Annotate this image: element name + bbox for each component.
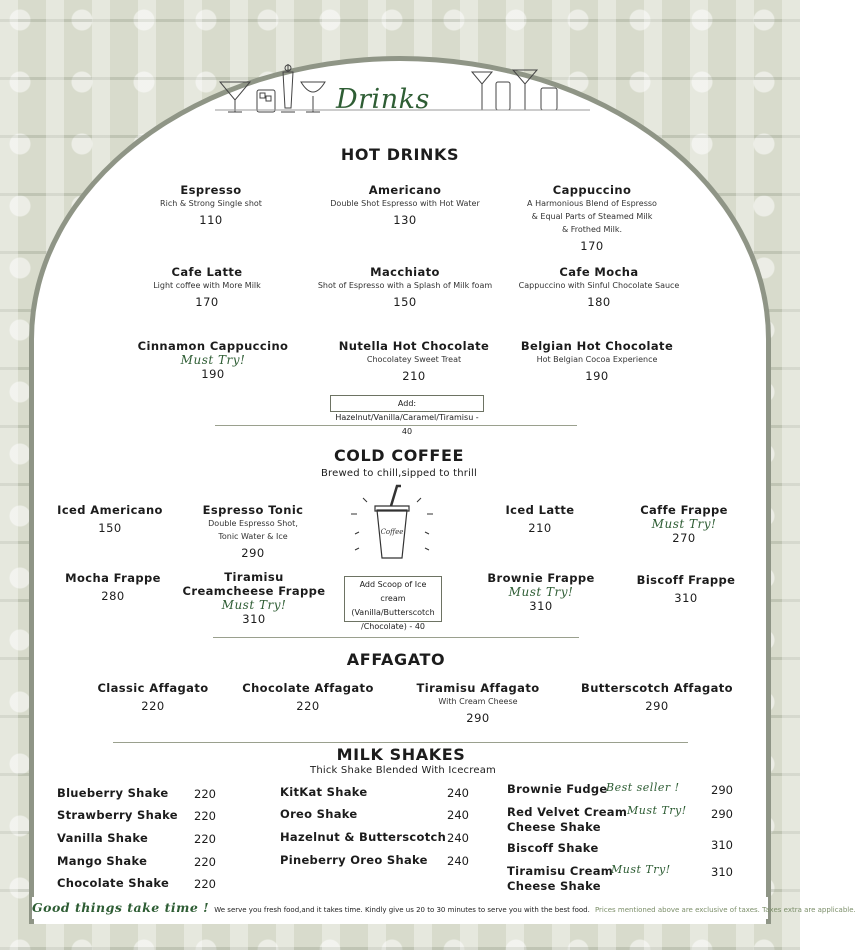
menu-item-brownie-frappe: Brownie Frappe Must Try! 310: [487, 571, 595, 613]
menu-item-cinnamon-cappuccino: Cinnamon Cappuccino Must Try! 190: [137, 339, 289, 381]
shake-chocolate: Chocolate Shake: [57, 876, 170, 890]
menu-item-espresso-tonic: Espresso Tonic Double Espresso Shot, Tonic Water & Ice 290: [202, 503, 304, 560]
iced-coffee-cup-icon: [345, 484, 439, 564]
divider: [113, 742, 688, 743]
footer-text: We serve you fresh food,and it takes time. Kindly give us 20 to 30 minutes to serve you with the best food.: [214, 906, 590, 914]
shake-brownie-fudge: Brownie Fudge: [507, 782, 608, 796]
milk-shakes-heading: MILK SHAKES: [336, 745, 466, 764]
cup-label: Coffee: [380, 528, 404, 536]
shake-strawberry: Strawberry Shake: [57, 808, 178, 822]
shake-kitkat: KitKat Shake: [280, 785, 368, 799]
must-try-tag: Must Try!: [651, 517, 717, 531]
shake-hazelnut-butterscotch-price: 240: [447, 831, 469, 845]
shake-tiramisu-cream-cheese: Tiramisu Cream Cheese Shake: [507, 864, 614, 893]
must-try-tag: Must Try!: [627, 804, 687, 817]
menu-item-tiramisu-affagato: Tiramisu Affagato With Cream Cheese 290: [416, 681, 540, 725]
cold-coffee-addon-box: Add Scoop of Ice cream (Vanilla/Butterscotch /Chocolate) - 40: [344, 576, 442, 622]
menu-item-cafe-latte: Cafe Latte Light coffee with More Milk 170: [153, 265, 261, 309]
menu-item-classic-affagato: Classic Affagato 220: [97, 681, 209, 713]
drinks-title: Drinks: [336, 84, 430, 115]
menu-item-tiramisu-creamcheese-frappe: Tiramisu Creamcheese Frappe Must Try! 310: [182, 570, 326, 626]
shake-pineberry-oreo: Pineberry Oreo Shake: [280, 853, 428, 867]
shake-vanilla: Vanilla Shake: [57, 831, 149, 845]
menu-item-belgian-hot-chocolate: Belgian Hot Chocolate Hot Belgian Cocoa Experience 190: [520, 339, 674, 383]
best-seller-tag: Best seller !: [606, 781, 680, 794]
menu-item-americano: Americano Double Shot Espresso with Hot Water 130: [330, 183, 480, 227]
divider: [213, 637, 579, 638]
shake-blueberry: Blueberry Shake: [57, 786, 169, 800]
must-try-tag: Must Try!: [221, 598, 287, 612]
shake-kitkat-price: 240: [447, 786, 469, 800]
shake-oreo: Oreo Shake: [280, 807, 358, 821]
footer-script: Good things take time !: [32, 900, 210, 915]
menu-item-caffe-frappe: Caffe Frappe Must Try! 270: [640, 503, 728, 545]
menu-item-iced-latte: Iced Latte 210: [505, 503, 575, 535]
shake-vanilla-price: 220: [194, 832, 216, 846]
shake-red-velvet-cream-cheese: Red Velvet Cream Cheese Shake: [507, 805, 628, 834]
shake-oreo-price: 240: [447, 808, 469, 822]
shake-strawberry-price: 220: [194, 809, 216, 823]
must-try-tag: Must Try!: [508, 585, 574, 599]
shake-tiramisu-price: 310: [711, 865, 733, 879]
must-try-tag: Must Try!: [611, 863, 671, 876]
menu-item-espresso: Espresso Rich & Strong Single shot 110: [160, 183, 262, 227]
shake-pineberry-oreo-price: 240: [447, 854, 469, 868]
shake-biscoff-price: 310: [711, 838, 733, 852]
hot-drinks-heading: HOT DRINKS: [340, 145, 460, 164]
menu-item-macchiato: Macchiato Shot of Espresso with a Splash of Milk foam 150: [317, 265, 493, 309]
shake-red-velvet-price: 290: [711, 807, 733, 821]
shake-biscoff: Biscoff Shake: [507, 841, 599, 855]
divider: [215, 425, 577, 426]
cold-coffee-heading: COLD COFFEE: [333, 446, 465, 465]
menu-item-chocolate-affagato: Chocolate Affagato 220: [242, 681, 374, 713]
cold-coffee-subtitle: Brewed to chill,sipped to thrill: [320, 468, 478, 479]
menu-item-cafe-mocha: Cafe Mocha Cappuccino with Sinful Chocolate Sauce 180: [518, 265, 680, 309]
menu-item-mocha-frappe: Mocha Frappe 280: [65, 571, 161, 603]
menu-item-cappuccino: Cappuccino A Harmonious Blend of Espresso & Equal Parts of Steamed Milk & Frothed Milk. 170: [527, 183, 657, 253]
footer-tax-note: Prices mentioned above are exclusive of taxes. Taxes extra are applicable.: [594, 906, 856, 914]
shake-mango: Mango Shake: [57, 854, 148, 868]
affagato-heading: AFFAGATO: [346, 650, 446, 669]
shake-brownie-fudge-price: 290: [711, 783, 733, 797]
hot-drinks-addon-box: Add: Hazelnut/Vanilla/Caramel/Tiramisu - 40: [330, 395, 484, 412]
milk-shakes-subtitle: Thick Shake Blended With Icecream: [310, 765, 496, 776]
menu-item-nutella-hot-chocolate: Nutella Hot Chocolate Chocolatey Sweet Treat 210: [338, 339, 490, 383]
footer-bar: [32, 897, 856, 919]
shake-chocolate-price: 220: [194, 877, 216, 891]
shake-hazelnut-butterscotch: Hazelnut & Butterscotch: [280, 830, 447, 844]
menu-item-iced-americano: Iced Americano 150: [57, 503, 163, 535]
shake-mango-price: 220: [194, 855, 216, 869]
menu-item-butterscotch-affagato: Butterscotch Affagato 290: [581, 681, 733, 713]
must-try-tag: Must Try!: [180, 353, 246, 367]
shake-blueberry-price: 220: [194, 787, 216, 801]
menu-item-biscoff-frappe: Biscoff Frappe 310: [636, 573, 736, 605]
